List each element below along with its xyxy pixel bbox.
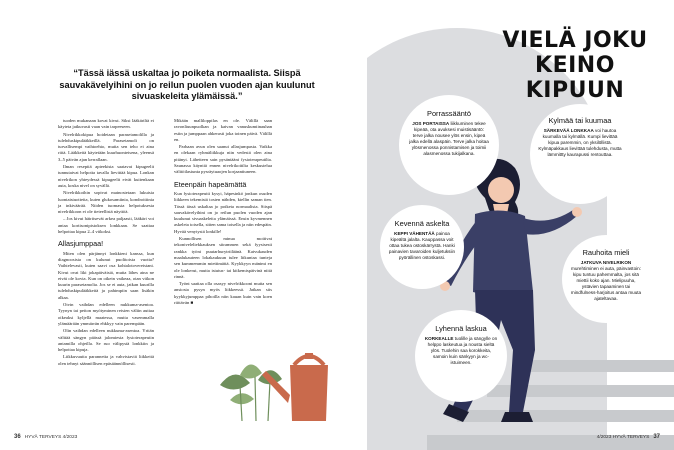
tip-lead: JOS PORTAISSA [412,121,450,126]
tip-lead: KORKEALLE [424,336,454,341]
paragraph: – Jos kivut häiritsevät arkea paljaasti, lääkäri voi antaa kortisonipistoksen lonkkaan. Se saattaa helpottaa kipua 2–4 viikoksi. [58,216,154,235]
leaf-icon [230,393,254,404]
page-number: 36 [14,434,21,440]
tip-title: Kylmää tai kuumaa [548,116,612,125]
folio-left [14,434,77,440]
paragraph: Miten olen pärjännyt lonkkieni kanssa, kun diagnoosista on kulunut puolitoista vuotta? Vaihtelevasti, kuten saavi osa kohtalotovereistani. Kivut ovat liki jokapäiväisiä, mutta lähes aina ne eivät ole kovia. Kun on oikein vaikeaa, otan viikon kuurin parasetamolia. Jos se ei auta, jatkan kuurilla tulehduskipulääkkeitä ja pahimpiin saan lisäkin alkaa. [58,250,154,300]
tip-bubble [399,95,499,195]
tip-bubble [380,205,464,289]
paragraph: tuoden mukanaan kovat kivut. Siksi lääkäriltä ei käyteta jatkuvasti vaan vain tarpeeseen. [58,118,154,130]
page-number: 37 [653,434,660,440]
paragraph: Mikään malliloppilas en ole. Välillä saan ravonliuunpuolkan ja kaivan vanuskumiinauhan esiin ja jumppaan ahkerasti joka toinen päivä. Välillä en. [174,118,272,142]
watering-can-illustration [210,325,340,425]
tip-bubble [562,235,650,323]
text-column-1 [58,118,154,368]
paragraph: Olin vaihdan edelleen nukkuma-asentoa. Yritän välttää sängyn päässä jalomiesta fysioterapeutin antamilla ohjeilla. Se ruo välipystä lonkkiin ja helpottaa kipuja. [58,328,154,353]
watering-can-icon [290,365,328,421]
tip-text: liikkuminen tekee kipeää, ota avuksesi muistisääntö: terve jalka nousee ylös ensin, kipeä jalka edellä alaspäin. Terve jalka hoitaa ylösmenossa ponnistamisen ja toimii alasmenossa tukijalkana. [409,121,489,156]
tip-text: murehtiminen ei auta, päinvastoin: kipu tuntuu pahemmalta, jos sitä miettii koko ajan. Mielipuuha, ystävien tapaaminen tai mindfulness-harjoitus antaa muuta ajateltavaa. [570,266,642,301]
subheading: Eteenpäin hapeämättä [174,179,247,189]
paragraph: Kun fysioterapeutti kysyi, häpesinkö jonkun osuden liikkeen tekemistä tosten nähden, kiellin saman tien. Tässä iässä uskaltaa jo poiketa normaalista. Siispä sauvakävelyihini on jo reilun puolen vuoden ajan kuulunut sivuaskeleita ylämäissä. Ensin kyvmennen askeleta toisella, sitten sama toisella ja niin edespäin. Hyvää venytystä lonkille! [174,190,272,234]
folio-label: HYVÄ TERVEYS 4/2023 [24,435,78,440]
paragraph: Kunnollisen minua moitivat tekoniveleliekkauksen sitrammen sekä fyysisesti rankka työni puutarhurytrtiläänä. Kaivukauden maalukauteen lokakaukuun tulee liikuntaa tunteja sen kummemmin miettimättä. Kyykkyyn mänimi en ole lonkerut, mutta istutus- tai kitkemispäivinä niitä rinnä. [174,236,272,279]
tip-bubble [530,104,630,204]
shoe-icon [501,412,533,422]
tip-text: tuolille ja sängylle on helppo laskeutua ja nousta sieltä ylös. Tuolehin saa korokkeita, samoin kuin sänkyyn ja wc-istuimeen. [427,336,498,365]
folio-right [597,434,660,440]
tip-text: painoa kipeältä jalalta. Kauppassa voit ottaa tukea ostoskärrystä. Hanki painavien tavaroiden kuljetuksiin pyörällinen ostoskassi. [388,231,456,260]
tip-title: Kevennä askelta [394,219,450,228]
paragraph: Liikkuvuutta parannetta ja vahvistaviä liikkeitä olen tehnyt säännöllisen epäsäännöllisesti. [58,354,154,366]
page-title: VIELÄ JOKU KEINO KIPUUN [502,28,648,103]
right-page [367,0,674,450]
paragraph: Työnt saattaa olla osasyy nivelrikkooni mutta sen ansiosta pysyn myös liikkeessä. Jatkan siis kyykkyjumppaa pihoilla niin kauan kuin vain koen riittävän ■ [174,281,272,306]
tip-title: Rauhoita mieli [582,248,630,257]
paragraph: Ilman reseptiä apteekista saatavat kipugeelit tunnutaivat helpotta tavalla lievittää kipua. Lonkan nivelrikon yhteydessä kipugeelit eivät kuitenkaan auta, koska nivel on syvällä. [58,164,154,188]
paragraph: Parhaan avun olen saanut allasjumpasta. Vaikka en olekaan ryhmäliikkuja niin vedestä olen aina pitänyt. Lähetteen sain pysäntääni fysioterapeutilta. Saunassa käyntiä ennen nivelrikoitilta keskustelua välitöilasiunta pysräytuaojen korjaantiuneen. [174,144,272,175]
pull-quote: “Tässä iässä uskaltaa jo poiketa normaalista. Siispä sauvakävelyihini on jo reilun puolen vuoden ajan kuulunut sivuaskeleita ylämäissä.” [59,68,315,101]
tip-lead: KEPPI VÄHENTÄÄ [394,231,435,236]
folio-label: 4/2023 HYVÄ TERVEYS [596,435,650,440]
tip-bubble [415,310,507,402]
tip-title: Lyhennä laskua [435,324,487,333]
face-icon [488,177,514,203]
subheading: Allasjumppaa! [58,239,104,249]
tip-title: Porrassääntö [427,109,471,118]
tip-lead: JATKUVA NIVELRIKON [580,260,632,265]
leaf-icon [240,364,262,378]
tip-lead: SÄRKEVÄÄ LONKKAA [543,128,594,133]
paragraph: Nivelrikkokipua hoidetaan parasetamolilla ja tulehduskipulääkkeillä. Parasetamoli on turvallisempi vaihtoehto, mutta sen teho ei aina riitä. Lääkkeitä käytetään kuurhuonteisena, yleensä 3–5 päivän ajan kerrallaan. [58,131,154,162]
tip-text: voi hautoa kuumalla tai kylmällä. Kumpi lievittää kipua paremmin, on yksilöllistä. Kylmäpakkaus lievittää tulehdusta, mutta lämmittty kaurapussi rentouttaa. [538,128,622,157]
paragraph: Oivin vaihdan edelleen nukkuma-asentoa. Tyynyn tai peiton myötyminen reisien väliin auttaa oikeaksi kyljellä maatessa, mutta vasemmalla ylämäärään ymmärrän ehkkyy vain parempään. [58,302,154,326]
paragraph: Nivelrikkoihin sopivat mainostetaan lukuisia luontaistuotteita, kuten glukosamiinia, kondroitiinia ja inkiväärää. Niiden tuomasta helpotuksesta nivelrikkoon ei ole tieteellistä näyttöä. [58,190,154,215]
text-column-2 [174,118,272,307]
arm-icon [523,210,577,235]
